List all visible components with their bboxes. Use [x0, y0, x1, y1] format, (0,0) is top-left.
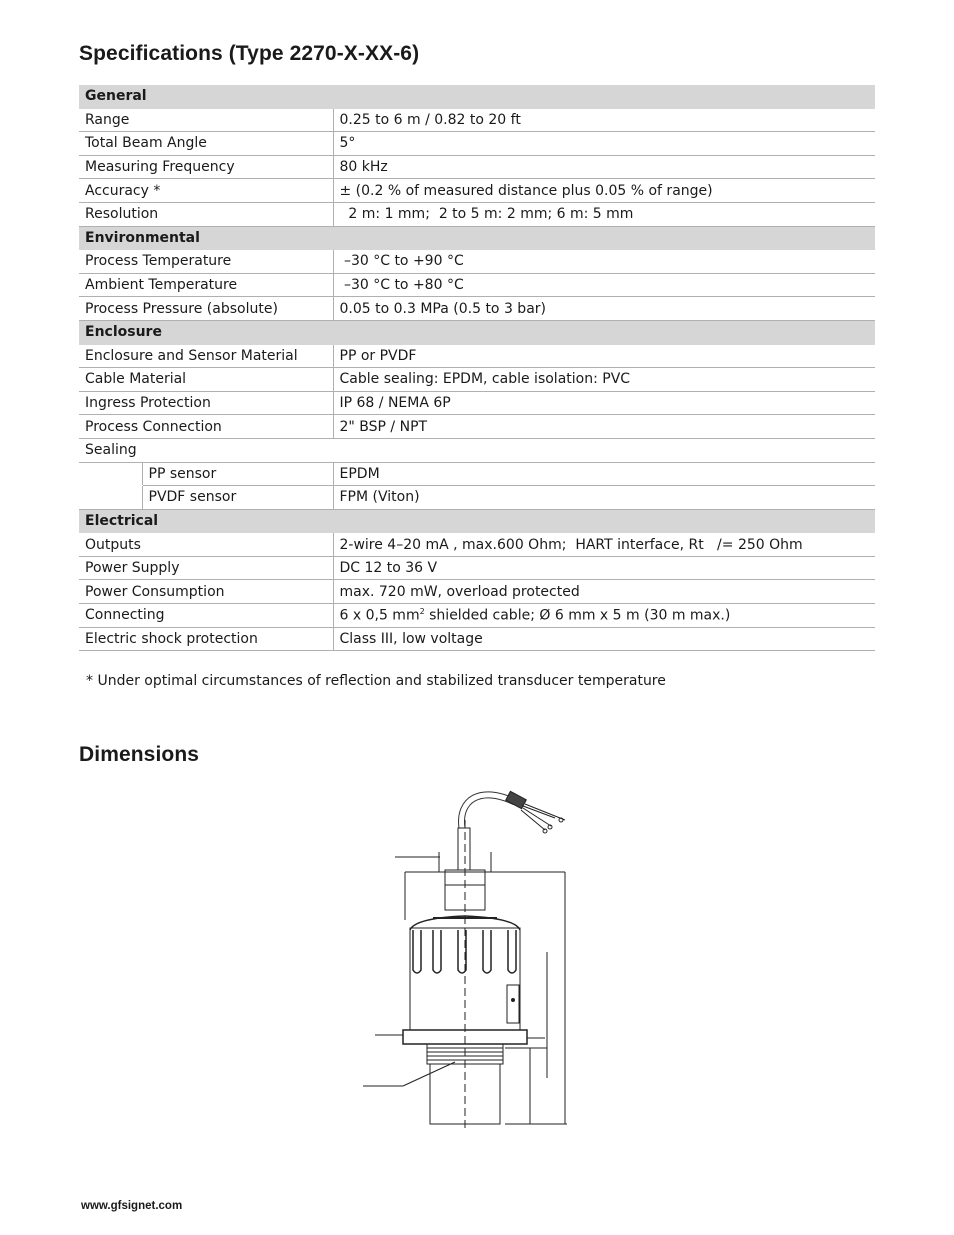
spec-value: 2" BSP / NPT [333, 415, 875, 439]
section-header-electrical [79, 509, 875, 533]
spec-value: –30 °C to +90 °C [333, 250, 875, 274]
specifications-title: Specifications (Type 2270-X-XX-6) [79, 42, 420, 65]
spec-value: IP 68 / NEMA 6P [333, 391, 875, 415]
housing-ribs [433, 930, 516, 973]
table-row [79, 202, 875, 226]
cable-wires [521, 804, 565, 830]
spec-value: 2 m: 1 mm; 2 to 5 m: 2 mm; 6 m: 5 mm [333, 202, 875, 226]
spec-value: Cable sealing: EPDM, cable isolation: PVC [333, 368, 875, 392]
spec-value [333, 604, 875, 628]
section-heading: General [79, 85, 875, 108]
table-row [79, 604, 875, 628]
spec-label: Process Temperature [79, 250, 333, 274]
spec-value: FPM (Viton) [333, 486, 875, 510]
table-row [79, 250, 875, 274]
indent-cell [79, 486, 142, 510]
spec-label: Cable Material [79, 368, 333, 392]
cable-gland [458, 828, 470, 870]
spec-label: Process Pressure (absolute) [79, 297, 333, 321]
spec-value: ± (0.2 % of measured distance plus 0.05 % of range) [333, 179, 875, 203]
spec-value: PP or PVDF [333, 344, 875, 368]
spec-label: Power Supply [79, 556, 333, 580]
table-row [79, 627, 875, 651]
section-header-environmental [79, 226, 875, 250]
table-row-subitem [79, 486, 875, 510]
spec-label: Range [79, 108, 333, 132]
spec-label: Sealing [79, 438, 875, 462]
spec-value: EPDM [333, 462, 875, 486]
spec-label: Ambient Temperature [79, 273, 333, 297]
sensor-dimension-drawing [355, 780, 585, 1140]
indent-cell [79, 462, 142, 486]
leader-line [403, 1062, 455, 1086]
table-row [79, 368, 875, 392]
table-row [79, 155, 875, 179]
spec-value: 80 kHz [333, 155, 875, 179]
table-row [79, 580, 875, 604]
table-row [79, 273, 875, 297]
superscript: 2 [419, 607, 425, 617]
spec-label: Power Consumption [79, 580, 333, 604]
table-row [79, 533, 875, 557]
section-heading: Environmental [79, 226, 875, 250]
table-row-sealing [79, 438, 875, 462]
spec-value: Class III, low voltage [333, 627, 875, 651]
spec-value: 2-wire 4–20 mA , max.600 Ohm; HART interface, Rt /= 250 Ohm [333, 533, 875, 557]
spec-label: Accuracy * [79, 179, 333, 203]
spec-label: PP sensor [142, 462, 333, 486]
table-row [79, 108, 875, 132]
spec-value: 0.25 to 6 m / 0.82 to 20 ft [333, 108, 875, 132]
footer-url[interactable]: www.gfsignet.com [81, 1200, 183, 1212]
spec-value: 5° [333, 132, 875, 156]
value-text: 6 x 0,5 mm [339, 607, 420, 624]
section-heading: Electrical [79, 509, 875, 533]
spec-label: Resolution [79, 202, 333, 226]
section-header-enclosure [79, 320, 875, 344]
side-clip [507, 985, 519, 1023]
dimensions-title: Dimensions [79, 743, 200, 766]
spec-label: PVDF sensor [142, 486, 333, 510]
spec-value: DC 12 to 36 V [333, 556, 875, 580]
spec-value: 0.05 to 0.3 MPa (0.5 to 3 bar) [333, 297, 875, 321]
spec-label: Enclosure and Sensor Material [79, 344, 333, 368]
spec-label: Connecting [79, 604, 333, 628]
section-heading: Enclosure [79, 320, 875, 344]
clip-screw [512, 999, 515, 1002]
value-text: shielded cable; Ø 6 mm x 5 m (30 m max.) [424, 607, 731, 624]
specifications-table [79, 85, 875, 651]
table-row [79, 297, 875, 321]
spec-label: Measuring Frequency [79, 155, 333, 179]
table-row [79, 415, 875, 439]
spec-label: Ingress Protection [79, 391, 333, 415]
table-row-subitem [79, 462, 875, 486]
table-row [79, 344, 875, 368]
spec-label: Total Beam Angle [79, 132, 333, 156]
table-row [79, 179, 875, 203]
table-row [79, 132, 875, 156]
spec-label: Electric shock protection [79, 627, 333, 651]
footnote: * Under optimal circumstances of reflection and stabilized transducer temperature [86, 673, 666, 689]
table-row [79, 556, 875, 580]
table-row [79, 391, 875, 415]
section-header-general [79, 85, 875, 108]
housing-rib [413, 930, 421, 973]
spec-label: Process Connection [79, 415, 333, 439]
spec-value: –30 °C to +80 °C [333, 273, 875, 297]
spec-label: Outputs [79, 533, 333, 557]
spec-value: max. 720 mW, overload protected [333, 580, 875, 604]
